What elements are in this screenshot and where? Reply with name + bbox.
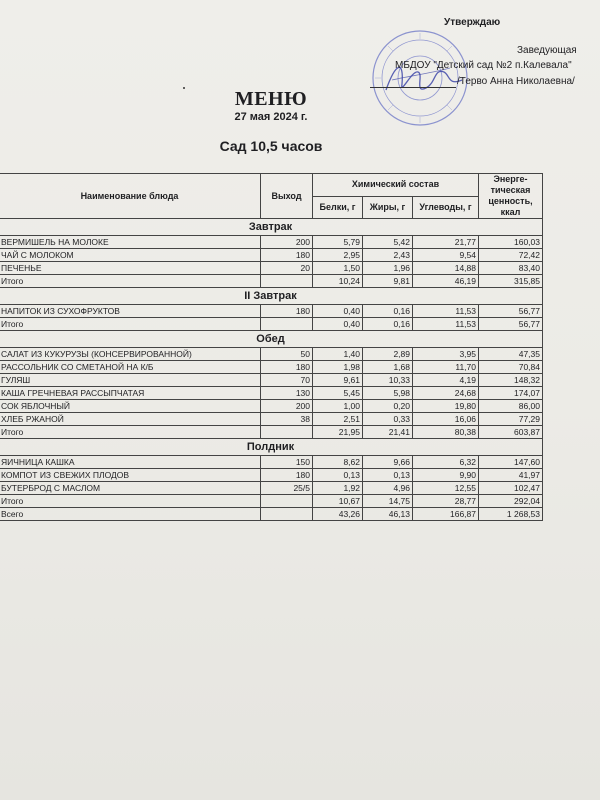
section-title: Полдник — [0, 439, 543, 456]
dish-fat: 0,16 — [363, 305, 413, 318]
dish-energy: 47,35 — [479, 348, 543, 361]
dish-carbs: 21,77 — [413, 236, 479, 249]
section-total-row — [0, 426, 543, 439]
dish-protein: 8,62 — [313, 456, 363, 469]
total-label: Итого — [0, 275, 261, 288]
total-protein: 10,24 — [313, 275, 363, 288]
dish-carbs: 14,88 — [413, 262, 479, 275]
total-fat: 21,41 — [363, 426, 413, 439]
dish-protein: 1,98 — [313, 361, 363, 374]
grand-total-row — [0, 508, 543, 521]
dish-carbs: 12,55 — [413, 482, 479, 495]
dish-energy: 77,29 — [479, 413, 543, 426]
grand-total-label: Всего — [0, 508, 261, 521]
dish-row — [0, 236, 543, 249]
section-title: Обед — [0, 331, 543, 348]
total-fat: 0,16 — [363, 318, 413, 331]
dish-protein: 2,95 — [313, 249, 363, 262]
dish-fat: 0,20 — [363, 400, 413, 413]
grand-total-carbs: 166,87 — [413, 508, 479, 521]
dish-output: 200 — [261, 400, 313, 413]
dish-energy: 72,42 — [479, 249, 543, 262]
dish-fat: 0,33 — [363, 413, 413, 426]
dish-name: ПЕЧЕНЬЕ — [0, 262, 261, 275]
total-fat: 14,75 — [363, 495, 413, 508]
dish-row — [0, 482, 543, 495]
dish-fat: 0,13 — [363, 469, 413, 482]
dish-row — [0, 305, 543, 318]
dish-protein: 5,45 — [313, 387, 363, 400]
dish-energy: 174,07 — [479, 387, 543, 400]
signer-name: /Терво Анна Николаевна/ — [457, 76, 575, 87]
total-energy: 315,85 — [479, 275, 543, 288]
dish-output: 180 — [261, 469, 313, 482]
dish-carbs: 9,90 — [413, 469, 479, 482]
dish-output: 50 — [261, 348, 313, 361]
dish-energy: 102,47 — [479, 482, 543, 495]
dish-energy: 83,40 — [479, 262, 543, 275]
dish-energy: 41,97 — [479, 469, 543, 482]
section-total-row — [0, 495, 543, 508]
section-row — [0, 331, 543, 348]
total-label: Итого — [0, 318, 261, 331]
dish-energy: 160,03 — [479, 236, 543, 249]
approval-position: Заведующая — [517, 45, 577, 56]
dish-protein: 1,92 — [313, 482, 363, 495]
dish-fat: 1,68 — [363, 361, 413, 374]
menu-table-body — [0, 219, 543, 521]
dish-carbs: 24,68 — [413, 387, 479, 400]
header-carbs: Углеводы, г — [413, 196, 479, 219]
total-fat: 9,81 — [363, 275, 413, 288]
dish-row — [0, 361, 543, 374]
dish-protein: 2,51 — [313, 413, 363, 426]
section-row — [0, 439, 543, 456]
total-energy: 292,04 — [479, 495, 543, 508]
header-fat: Жиры, г — [363, 196, 413, 219]
dish-output: 70 — [261, 374, 313, 387]
total-label: Итого — [0, 495, 261, 508]
dish-output: 150 — [261, 456, 313, 469]
header-dish-name: Наименование блюда — [0, 174, 261, 219]
dish-carbs: 16,06 — [413, 413, 479, 426]
dish-carbs: 19,80 — [413, 400, 479, 413]
total-carbs: 28,77 — [413, 495, 479, 508]
dish-output: 25/5 — [261, 482, 313, 495]
grand-total-fat: 46,13 — [363, 508, 413, 521]
dish-carbs: 3,95 — [413, 348, 479, 361]
dish-protein: 1,50 — [313, 262, 363, 275]
total-energy: 56,77 — [479, 318, 543, 331]
dish-protein: 5,79 — [313, 236, 363, 249]
header-output: Выход — [261, 174, 313, 219]
dish-fat: 5,98 — [363, 387, 413, 400]
grand-total-output-empty — [261, 508, 313, 521]
total-output-empty — [261, 318, 313, 331]
total-output-empty — [261, 426, 313, 439]
dish-fat: 2,89 — [363, 348, 413, 361]
dish-row — [0, 249, 543, 262]
section-total-row — [0, 318, 543, 331]
organization-name: МБДОУ "Детский сад №2 п.Калевала" — [395, 60, 572, 71]
total-carbs: 46,19 — [413, 275, 479, 288]
dish-output: 38 — [261, 413, 313, 426]
dish-name: КАША ГРЕЧНЕВАЯ РАССЫПЧАТАЯ — [0, 387, 261, 400]
menu-group: Сад 10,5 часов — [219, 138, 323, 154]
dish-carbs: 4,19 — [413, 374, 479, 387]
approval-label: Утверждаю — [444, 17, 501, 28]
dish-output: 180 — [261, 361, 313, 374]
dish-energy: 70,84 — [479, 361, 543, 374]
dish-output: 180 — [261, 249, 313, 262]
dish-output: 200 — [261, 236, 313, 249]
header-chemical-composition: Химический состав — [313, 174, 479, 197]
section-title: Завтрак — [0, 219, 543, 236]
dish-fat: 1,96 — [363, 262, 413, 275]
dish-row — [0, 348, 543, 361]
dish-fat: 10,33 — [363, 374, 413, 387]
dish-fat: 9,66 — [363, 456, 413, 469]
dish-fat: 5,42 — [363, 236, 413, 249]
dish-row — [0, 456, 543, 469]
total-protein: 21,95 — [313, 426, 363, 439]
dish-energy: 148,32 — [479, 374, 543, 387]
dish-carbs: 6,32 — [413, 456, 479, 469]
menu-table — [0, 173, 543, 521]
header-protein: Белки, г — [313, 196, 363, 219]
total-carbs: 80,38 — [413, 426, 479, 439]
dish-fat: 2,43 — [363, 249, 413, 262]
total-output-empty — [261, 495, 313, 508]
total-protein: 10,67 — [313, 495, 363, 508]
dish-row — [0, 469, 543, 482]
dish-row — [0, 413, 543, 426]
dish-protein: 9,61 — [313, 374, 363, 387]
header-energy: Энерге-тическая ценность, ккал — [479, 174, 543, 219]
dish-energy: 56,77 — [479, 305, 543, 318]
menu-title: МЕНЮ — [234, 88, 308, 110]
dish-output: 20 — [261, 262, 313, 275]
dish-name: ЯИЧНИЦА КАШКА — [0, 456, 261, 469]
dish-name: САЛАТ ИЗ КУКУРУЗЫ (КОНСЕРВИРОВАННОЙ) — [0, 348, 261, 361]
dish-carbs: 11,53 — [413, 305, 479, 318]
dish-carbs: 9,54 — [413, 249, 479, 262]
grand-total-energy: 1 268,53 — [479, 508, 543, 521]
total-energy: 603,87 — [479, 426, 543, 439]
dish-name: ГУЛЯШ — [0, 374, 261, 387]
dish-protein: 0,40 — [313, 305, 363, 318]
dish-protein: 1,40 — [313, 348, 363, 361]
section-total-row — [0, 275, 543, 288]
dish-row — [0, 262, 543, 275]
dish-name: КОМПОТ ИЗ СВЕЖИХ ПЛОДОВ — [0, 469, 261, 482]
dish-protein: 1,00 — [313, 400, 363, 413]
total-label: Итого — [0, 426, 261, 439]
dish-name: ЧАЙ С МОЛОКОМ — [0, 249, 261, 262]
dish-name: БУТЕРБРОД С МАСЛОМ — [0, 482, 261, 495]
dish-output: 130 — [261, 387, 313, 400]
dish-name: СОК ЯБЛОЧНЫЙ — [0, 400, 261, 413]
dish-name: РАССОЛЬНИК СО СМЕТАНОЙ НА К/Б — [0, 361, 261, 374]
dish-energy: 147,60 — [479, 456, 543, 469]
dish-fat: 4,96 — [363, 482, 413, 495]
dish-energy: 86,00 — [479, 400, 543, 413]
dish-output: 180 — [261, 305, 313, 318]
dish-name: НАПИТОК ИЗ СУХОФРУКТОВ — [0, 305, 261, 318]
section-row — [0, 219, 543, 236]
dish-row — [0, 387, 543, 400]
dish-row — [0, 400, 543, 413]
total-carbs: 11,53 — [413, 318, 479, 331]
dish-name: ХЛЕБ РЖАНОЙ — [0, 413, 261, 426]
dish-protein: 0,13 — [313, 469, 363, 482]
dish-name: ВЕРМИШЕЛЬ НА МОЛОКЕ — [0, 236, 261, 249]
menu-date: 27 мая 2024 г. — [234, 111, 308, 123]
section-title: II Завтрак — [0, 288, 543, 305]
total-output-empty — [261, 275, 313, 288]
total-protein: 0,40 — [313, 318, 363, 331]
dish-row — [0, 374, 543, 387]
dish-carbs: 11,70 — [413, 361, 479, 374]
section-row — [0, 288, 543, 305]
grand-total-protein: 43,26 — [313, 508, 363, 521]
